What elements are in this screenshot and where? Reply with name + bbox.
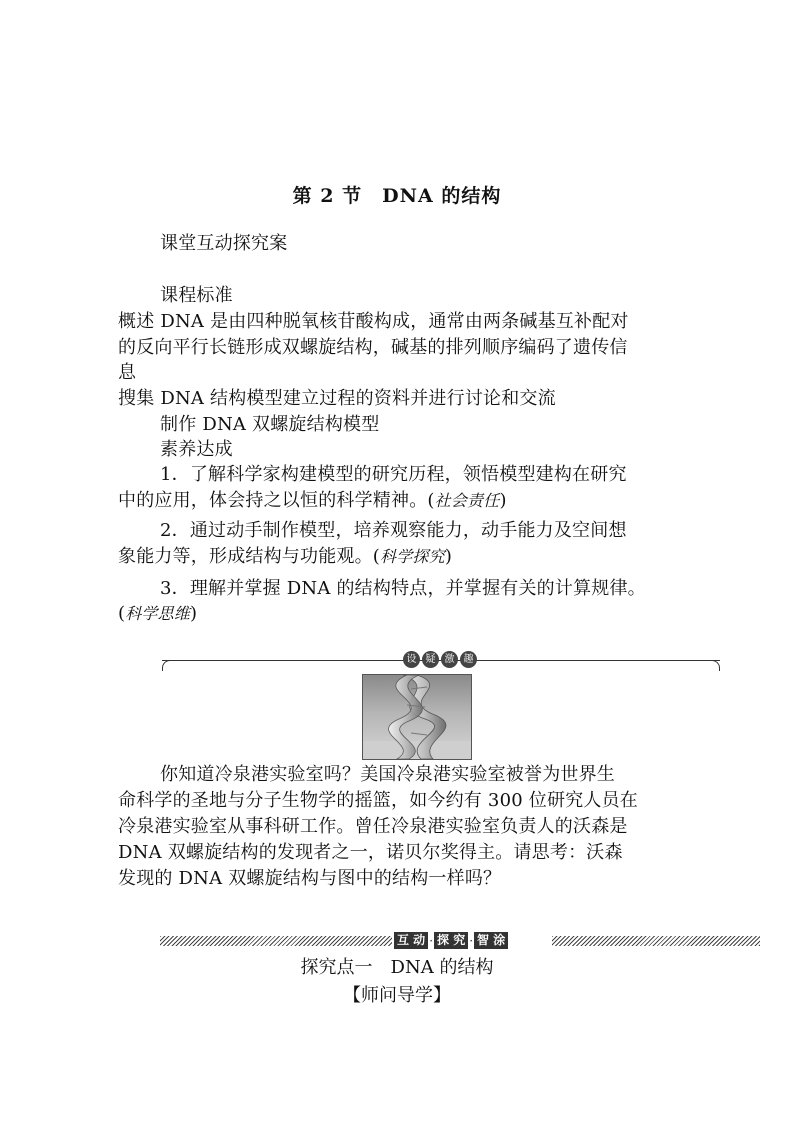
standards-line: 息 — [118, 362, 137, 383]
intro-banner — [162, 651, 720, 671]
explore-title: 探究点一 DNA 的结构 — [300, 957, 494, 978]
main-banner: 互 动 · 探 究 · 智 涂 — [160, 932, 760, 950]
literacy-item-1-cont: 中的应用，体会持之以恒的科学精神。(社会责任) — [118, 490, 507, 511]
literacy-heading: 素养达成 — [160, 439, 233, 460]
banner-chip: 疑 — [422, 651, 439, 668]
literacy-tag: 科学探究 — [380, 547, 445, 566]
literacy-item-3-cont: (科学思维) — [118, 603, 198, 624]
literacy-tag: 科学思维 — [125, 604, 191, 623]
literacy-item-2: 2．通过动手制作模型，培养观察能力，动手能力及空间想 — [160, 520, 627, 541]
literacy-item-1: 1．了解科学家构建模型的研究历程，领悟模型建构在研究 — [160, 464, 627, 485]
teacher-section-heading: 【师问导学】 — [343, 985, 451, 1006]
standards-line: 搜集 DNA 结构模型建立过程的资料并进行讨论和交流 — [118, 388, 556, 409]
banner-box: 智 涂 — [474, 932, 508, 949]
intro-paragraph: 命科学的圣地与分子生物学的摇篮，如今约有 300 位研究人员在 — [118, 790, 638, 811]
banner-box: 互 动 — [394, 932, 428, 949]
banner-box: 探 究 — [434, 932, 468, 949]
intro-paragraph: 冷泉港实验室从事科研工作。曾任冷泉港实验室负责人的沃森是 — [118, 816, 628, 837]
banner-chip: 激 — [441, 651, 458, 668]
literacy-item-2-cont: 象能力等，形成结构与功能观。(科学探究) — [118, 546, 453, 567]
standards-heading: 课程标准 — [160, 285, 233, 306]
standards-line: 概述 DNA 是由四种脱氧核苷酸构成，通常由两条碱基互补配对 — [118, 311, 629, 332]
page-title: 第 2 节 DNA 的结构 — [292, 185, 502, 207]
standards-line: 制作 DNA 双螺旋结构模型 — [160, 414, 380, 435]
intro-paragraph: 发现的 DNA 双螺旋结构与图中的结构一样吗？ — [118, 868, 502, 889]
banner-chip: 设 — [403, 651, 420, 668]
dna-helix-image — [362, 674, 472, 760]
intro-paragraph: 你知道冷泉港实验室吗？美国冷泉港实验室被誉为世界生 — [160, 764, 615, 785]
literacy-tag: 社会责任 — [434, 491, 500, 510]
intro-paragraph: DNA 双螺旋结构的发现者之一，诺贝尔奖得主。请思考：沃森 — [118, 842, 623, 863]
section-label: 课堂互动探究案 — [160, 233, 288, 254]
banner-chip: 趣 — [460, 651, 477, 668]
standards-line: 的反向平行长链形成双螺旋结构，碱基的排列顺序编码了遗传信 — [118, 337, 628, 358]
literacy-item-3: 3．理解并掌握 DNA 的结构特点，并掌握有关的计算规律。 — [160, 578, 646, 599]
